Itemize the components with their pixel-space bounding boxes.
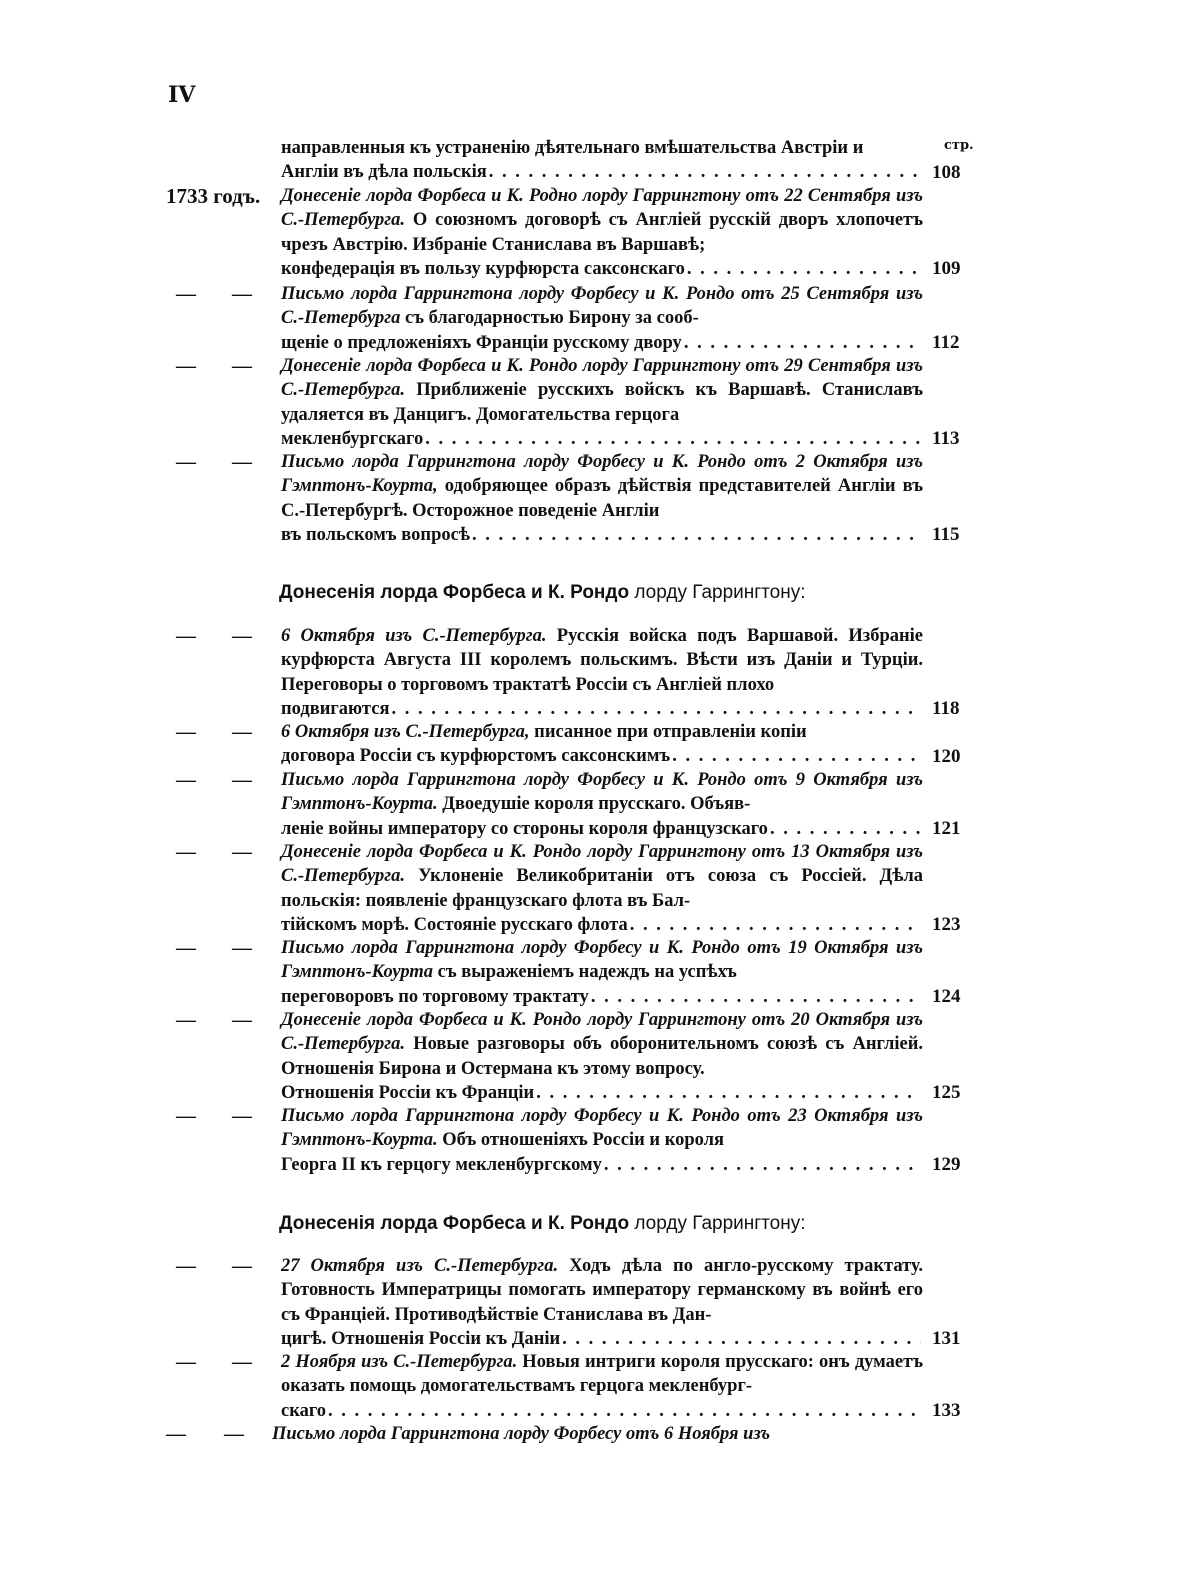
entry-text [281, 1008, 923, 1106]
entry-last-line: конфедерація въ пользу курфюрста саксонскаго [281, 259, 685, 280]
year-label: 1733 годъ. [166, 184, 261, 208]
section-heading-bold: Донесенія лорда Форбеса и К. Рондо [279, 582, 630, 603]
leader-dots [672, 744, 921, 768]
entry-last-line: мекленбургскаго [281, 429, 424, 450]
entry-body: Новые разговоры объ оборонительномъ союзѣ съ Англіей. Отношенія Бирона и Остермана къ этому вопросу. [281, 1034, 923, 1079]
entry-page-number: 125 [932, 1082, 961, 1103]
entry-last-line: цигѣ. Отношенія Россіи къ Даніи [281, 1329, 561, 1350]
ditto-dash: — [232, 451, 252, 473]
ditto-dash: — [176, 451, 196, 473]
ditto-dash: — [232, 1105, 252, 1127]
entry-title: Письмо лорда Гаррингтона лорду Форбесу отъ 6 Ноября изъ [272, 1424, 771, 1444]
leader-dots [687, 257, 921, 281]
ditto-dash: — [176, 937, 196, 959]
entry-body: Новыя интриги короля прусскаго: онъ думаетъ оказать помощь домогательствамъ герцога мекленбург- [281, 1352, 923, 1397]
entry-page-number: 123 [932, 914, 961, 935]
leader-dots [604, 1153, 921, 1177]
ditto-dash: — [176, 1105, 196, 1127]
page-folio: IV [168, 82, 196, 108]
leader-dots [562, 1327, 921, 1351]
entry-text [281, 354, 923, 452]
entry-title: Донесеніе лорда Форбеса и К. Рондо лорду Гаррингтону отъ 29 Сентября изъ С.-Петербурга. [281, 356, 923, 401]
entry-page-number: 108 [932, 162, 961, 183]
entry-page-number: 115 [932, 524, 960, 545]
entry-title: Письмо лорда Гаррингтона лорду Форбесу и К. Рондо отъ 9 Октября изъ Гэмптонъ-Коурта. [281, 770, 923, 815]
entry-text [272, 1422, 924, 1446]
entry-body: Приближеніе русскихъ войскъ къ Варшавѣ. Станиславъ удаляется въ Данцигъ. Домогательства герцога [281, 380, 923, 425]
entry-title: 27 Октября изъ С.-Петербурга. [281, 1256, 559, 1276]
ditto-dash: — [232, 625, 252, 647]
entry-title: Донесеніе лорда Форбеса и К. Рондо лорду Гаррингтону отъ 20 Октября изъ С.-Петербурга. [281, 1010, 923, 1055]
entry-text [281, 840, 923, 938]
entry-body: Объ отношеніяхъ Россіи и короля [437, 1130, 725, 1151]
leader-dots [770, 817, 921, 841]
ditto-dash: — [232, 1351, 252, 1373]
entry-text [281, 720, 923, 769]
entry-title: 2 Ноября изъ С.-Петербурга. [281, 1352, 518, 1372]
entry-body: направленныя къ устраненію дѣятельнаго вмѣшательства Австріи и [281, 138, 864, 158]
ditto-dash: — [232, 355, 252, 377]
entry-body: Ходъ дѣла по англо-русскому трактату. Готовность Императрицы помогать императору германскому въ войнѣ его съ Франціей. Противодѣйствіе Станислава въ Дан- [281, 1256, 923, 1325]
entry-page-number: 129 [932, 1154, 961, 1175]
ditto-dash: — [176, 355, 196, 377]
ditto-dash: — [176, 1255, 196, 1277]
leader-dots [328, 1399, 921, 1423]
entry-text [281, 624, 923, 722]
entry-last-line: Георга II къ герцогу мекленбургскому [281, 1154, 602, 1175]
entry-text [281, 136, 923, 185]
leader-dots [472, 523, 921, 547]
entry-last-line: Англіи въ дѣла польскія [281, 162, 487, 183]
ditto-dash: — [232, 937, 252, 959]
entry-text [281, 450, 923, 548]
entry-text [281, 1254, 923, 1352]
section-heading [279, 581, 806, 605]
entry-body: Русскія войска подъ Варшавой. Избраніе курфюрста Августа III королемъ польскимъ. Вѣсти изъ Даніи и Турціи. Переговоры о торговомъ трактатѣ Россіи съ Англіей плохо [281, 626, 923, 695]
ditto-dash: — [232, 1255, 252, 1277]
entry-title: 6 Октября изъ С.-Петербурга. [281, 626, 547, 646]
entry-title: Письмо лорда Гаррингтона лорду Форбесу и К. Рондо отъ 25 Сентября изъ С.-Петербурга [281, 284, 923, 329]
entry-page-number: 124 [932, 986, 961, 1007]
entry-page-number: 120 [932, 746, 961, 767]
entry-text [281, 282, 923, 355]
entry-last-line: Отношенія Россіи къ Франціи [281, 1083, 535, 1104]
page-column-label: стр. [944, 138, 974, 153]
leader-dots [630, 913, 921, 937]
section-heading-rest: лорду Гаррингтону: [629, 582, 806, 603]
ditto-dash: — [176, 625, 196, 647]
entry-title: Письмо лорда Гаррингтона лорду Форбесу и К. Рондо отъ 23 Октября изъ Гэмптонъ-Коурта. [281, 1106, 923, 1151]
entry-page-number: 118 [932, 698, 960, 719]
leader-dots [684, 331, 921, 355]
entry-page-number: 131 [932, 1328, 961, 1349]
entry-last-line: леніе войны императору со стороны короля французскаго [281, 818, 768, 839]
entry-last-line: въ польскомъ вопросѣ [281, 525, 470, 546]
entry-text [281, 1104, 923, 1177]
leader-dots [391, 697, 921, 721]
section-heading [279, 1212, 806, 1236]
entry-text [281, 936, 923, 1009]
entry-page-number: 112 [932, 332, 960, 353]
entry-page-number: 109 [932, 258, 961, 279]
entry-title: 6 Октября изъ С.-Петербурга, [281, 722, 530, 742]
entry-body: съ благодарностью Бирону за сооб- [400, 308, 699, 329]
ditto-dash: — [176, 283, 196, 305]
ditto-dash: — [232, 283, 252, 305]
entry-body: одобряющее образъ дѣйствія представителей Англіи въ С.-Петербургѣ. Осторожное поведеніе Англіи [281, 476, 923, 521]
ditto-dash: — [232, 769, 252, 791]
leader-dots [425, 427, 921, 451]
ditto-dash: — [232, 1009, 252, 1031]
leader-dots [591, 985, 921, 1009]
entry-last-line: переговоровъ по торговому трактату [281, 986, 589, 1007]
ditto-dash: — [176, 1351, 196, 1373]
entry-page-number: 121 [932, 818, 961, 839]
ditto-dash: — [176, 769, 196, 791]
entry-last-line: подвигаются [281, 699, 390, 720]
entry-text [281, 184, 923, 282]
ditto-dash: — [176, 841, 196, 863]
leader-dots [489, 160, 921, 184]
entry-last-line: скаго [281, 1400, 327, 1421]
entry-title: Письмо лорда Гаррингтона лорду Форбесу и К. Рондо отъ 2 Октября изъ Гэмптонъ-Коурта, [281, 452, 923, 497]
entry-body: О союзномъ договорѣ съ Англіей русскій дворъ хлопочетъ чрезъ Австрію. Избраніе Станислава въ Варшавѣ; [281, 210, 923, 255]
ditto-dash: — [224, 1423, 244, 1445]
entry-page-number: 133 [932, 1400, 961, 1421]
section-heading-rest: лорду Гаррингтону: [629, 1213, 806, 1234]
entry-title: Письмо лорда Гаррингтона лорду Форбесу и К. Рондо отъ 19 Октября изъ Гэмптонъ-Коурта [281, 938, 923, 983]
entry-body: Уклоненіе Великобританіи отъ союза съ Россіей. Дѣла польскія: появленіе французскаго флота въ Бал- [281, 866, 923, 911]
leader-dots [536, 1081, 921, 1105]
ditto-dash: — [176, 721, 196, 743]
ditto-dash: — [232, 721, 252, 743]
ditto-dash: — [166, 1423, 186, 1445]
entry-body: писанное при отправленіи копіи [529, 722, 807, 742]
ditto-dash: — [176, 1009, 196, 1031]
ditto-dash: — [232, 841, 252, 863]
entry-page-number: 113 [932, 428, 960, 449]
entry-last-line: тійскомъ морѣ. Состояніе русскаго флота [281, 915, 628, 936]
entry-last-line: щеніе о предложеніяхъ Франціи русскому двору [281, 332, 682, 353]
entry-title: Донесеніе лорда Форбеса и К. Родно лорду Гаррингтону отъ 22 Сентября изъ С.-Петербурга. [281, 186, 923, 231]
entry-title: Донесеніе лорда Форбеса и К. Рондо лорду Гаррингтону отъ 13 Октября изъ С.-Петербурга. [281, 842, 923, 887]
entry-body: съ выраженіемъ надеждъ на успѣхъ [433, 962, 737, 983]
entry-body: Двоедушіе короля прусскаго. Объяв- [437, 794, 751, 815]
entry-text [281, 1350, 923, 1423]
section-heading-bold: Донесенія лорда Форбеса и К. Рондо [279, 1213, 630, 1234]
entry-text [281, 768, 923, 841]
entry-last-line: договора Россіи съ курфюрстомъ саксонскимъ [281, 746, 671, 767]
